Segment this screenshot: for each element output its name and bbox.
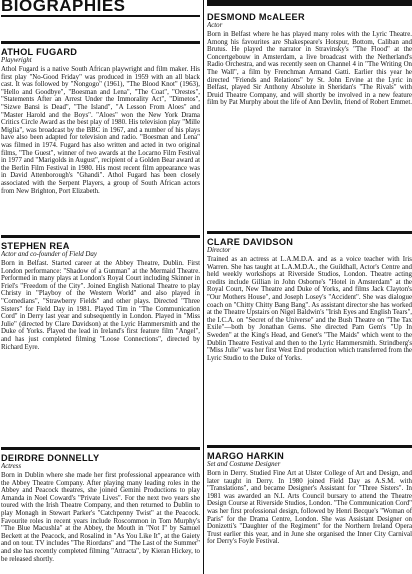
bio-text: Trained as an actress at L.A.M.D.A. and as a voice teacher with Iris Warren. She has taught at L.A.M.D.A., the Guildhall, Actor's Centre and held weekly workshops at Riverside Studios, London. Theatre acting credits include Gillian in John Osborne's "Hotel in Amsterdam" at the Royal Court, New Theatre and Duke of Yorks, and films Jack Clayton's "Our Mothers House", and Joseph Losey's "Accident". She was dialogue coach on "Chitty Chitty Bang Bang". As assistant director she has worked at the Theatre Upstairs on Nigel Baldwin's "Irish Eyes and English Tears", the I.C.A. on "Secret of the Universe" and the Bush Theatre on "The Tax Exile"—both by Jonathan Gems. She directed Pam Gem's "Up In Sweden" at the King's Head, and Genet's "The Maids" which went to the Dublin Theatre Festival and then to the Lyric Hammersmith. Strindberg's "Miss Julie" was her first West End production which transferred from the Lyric Studio to the Duke of Yorks. <box>207 256 412 362</box>
bio-text: Born in Belfast. Started career at the Abbey Theatre, Dublin. First London performance: "Shadow of a Gunman" at the Mermaid Theatre. Performed in many plays at London's Royal Court including Skinner in Friel's "Freedom of the City". Joined English National Theatre to play Christy in "Playboy of the Western World" and also played in "Comedians", "Strawberry Fields" and other plays. Directed "Three Sisters" for Field Day in 1981. Played Tim in "The Communication Cord" in Derry last year and subsequently in London. Played in "Miss Julie" (directed by Clare Davidson) at the Lyric Hammersmith and the Duke of Yorks. Played the lead in Ireland's first feature film "Angel", and has just completed filming "Loose Connections", directed by Richard Eyre. <box>1 260 200 351</box>
bio-role: Actor <box>207 22 223 29</box>
bio-entry-deirdre-donnelly <box>1 447 200 574</box>
page-title: BIOGRAPHIES <box>1 0 126 15</box>
bio-role: Director <box>207 247 231 254</box>
title-underline-bar <box>1 15 200 17</box>
bio-name: STEPHEN REA <box>1 241 70 251</box>
bio-entry-clare-davidson <box>207 231 412 431</box>
bio-role: Set and Costume Designer <box>207 461 281 468</box>
bio-name: DESMOND McALEER <box>207 12 305 22</box>
right-column-top-bar <box>207 0 412 6</box>
section-rule <box>1 41 200 44</box>
bio-role: Actress <box>1 463 22 470</box>
bio-text: Born in Dublin where she made her first professional appearance with the Abbey Theatre Company. After playing many leading roles in the Abbey and Peacock theatres, she joined Gemini Productions to play Amanda in Noel Coward's "Private Lives". For the next two years she toured with the Irish Theatre Company, and then returned to Dublin to play Monagh in Stewart Parker's "Catchpenny Twist" at the Peacock. Favourite roles in recent years include Roscommon in Tom Murphy's "The Blue Macushla" at the Abbey, the Mouth in "Not I" by Samuel Beckett at the Peacock, and Rosalind in "As You Like It", at the Gaiety and on tour. TV includes "The Riordans" and "The Last of the Summer" and she has recently completed filming "Attracta", by Kieran Hickey, to be released shortly. <box>1 472 200 563</box>
bio-name: MARGO HARKIN <box>207 451 285 461</box>
section-rule <box>1 447 200 450</box>
bio-name: CLARE DAVIDSON <box>207 237 294 247</box>
bio-entry-athol-fugard <box>1 41 200 231</box>
bio-entry-margo-harkin <box>207 445 412 574</box>
bio-entry-stephen-rea <box>1 235 200 395</box>
bio-text: Born in Belfast where he has played many roles with the Lyric Theatre. Among his favourites are Shakespeare's Hotspur, Bottom, Caliban and Brutus. He played the narrator in Stravinsky's "The Flood" at the Concertgebouw in Amsterdam, a live broadcast with the Netherland's Radio Orchestra, and was recently seen on Channel 4 in "The Writing On The Wall", a film by Frenchman Armand Gatti. Earlier this year he directed "Friends and Relations" by St. John Ervine at the Lyric in Belfast, played Sir Anthony Absolute in Sheridan's "The Rivals" with Druid Theatre Company, and will shortly be involved in a new feature film by Pat Murphy about the life of Ann Devlin, friend of Robert Emmet. <box>207 31 412 107</box>
bio-name: DEIRDRE DONNELLY <box>1 453 100 463</box>
section-rule <box>207 231 412 234</box>
bio-text: Athol Fugard is a native South African playwright and film maker. His first play "No-Good Friday" was produced in 1959 with an all black cast. It was followed by "Nongogo" (1961), "The Blood Knot" (1963), "Hello and Goodbye", "Boesman and Lena", "The Coat", "Orestes", "Statements After an Arrest Under the Immorality Act", "Dimetos", "Sizwe Bansi is Dead", "The Island", "A Lesson From Aloes" and "Master Harold and the Boys". "Aloes" won the New York Drama Critics Circle Award as the best play of 1980. His television play "Mille Miglia", was broadcast by the BBC in 1967, and a number of his plays have also been adapted for television and radio. "Boesman and Lena" was filmed in 1974. Fugard has also written and acted in two original films, "The Guest", winner of two awards at the Locarno Film Festival in 1977 and "Marigolds in August", recipient of a Golden Bear award at the Berlin Film Festival in 1980. His most recent film appearance was in David Attenborough's "Ghandi". Athol Fugard has been closely associated with the Serpent Players, a group of South African actors from New Brighton, Port Elizabeth. <box>1 66 200 195</box>
bio-name: ATHOL FUGARD <box>1 47 78 57</box>
bio-role: Playwright <box>1 57 32 64</box>
column-divider <box>203 0 204 574</box>
bio-text: Born in Derry. Studied Fine Art at Ulster College of Art and Design, and later taught in Derry. In 1980 joined Field Day as A.S.M. with "Translations", and became Designer's Assistant for "Three Sisters". In 1981 was awarded an N.I. Arts Council bursary to attend the Theatre Design Course at Riverside Studios, London. "The Communication Cord" was her first professional design, followed by Henri Becque's "Woman of Paris" for the Drama Centre, London. She was Assistant Designer on Donizetti's "Daughter of the Regiment" for the Northern Ireland Opera Trust earlier this year, and in June she organised the Inner City Carnival for Derry's Foyle Festival. <box>207 470 412 546</box>
section-rule <box>207 445 412 448</box>
bio-role: Actor and co-founder of Field Day <box>1 251 97 258</box>
section-rule <box>1 235 200 238</box>
bio-entry-desmond-mcaleer <box>207 12 412 190</box>
